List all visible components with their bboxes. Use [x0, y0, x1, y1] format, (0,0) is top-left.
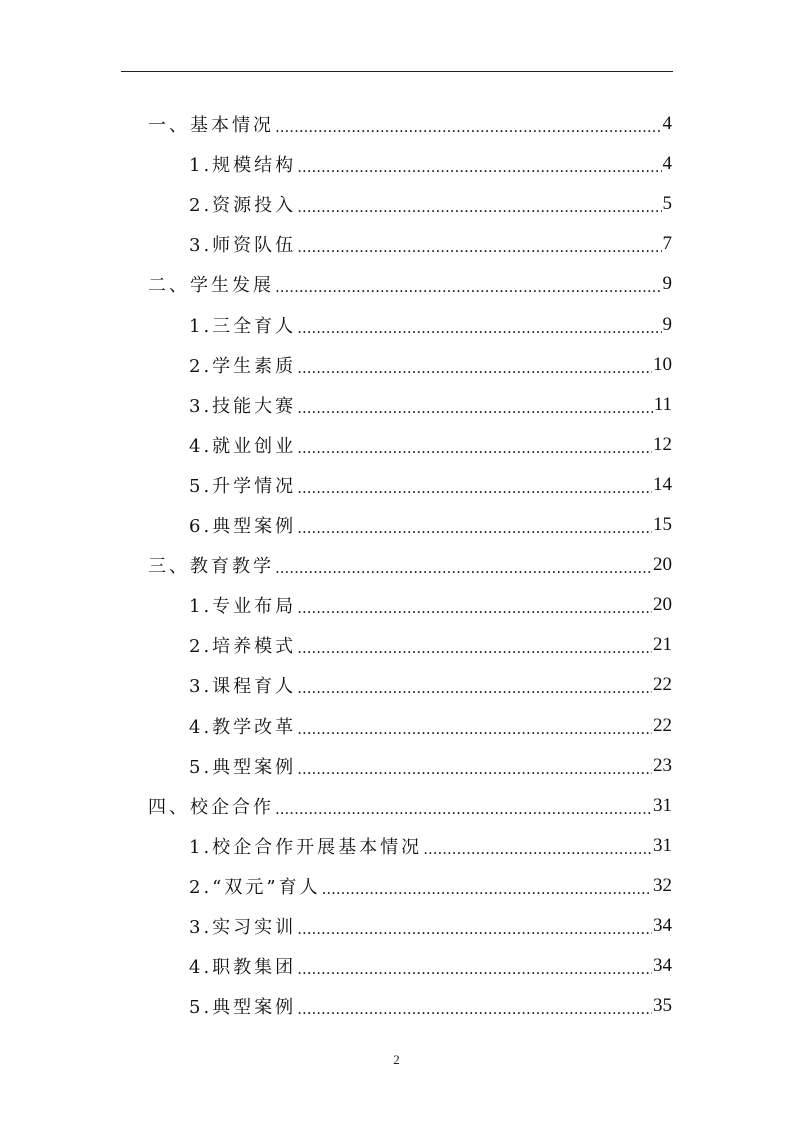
toc-entry-page: 23 [653, 754, 672, 776]
toc-entry-label: 3.课程育人 [189, 676, 297, 698]
toc-dot-leader [297, 960, 652, 978]
toc-entry-page: 34 [653, 915, 672, 936]
toc-subsection-entry[interactable] [189, 946, 672, 986]
toc-entry-label: 5.典型案例 [189, 997, 297, 1019]
toc-entry-label: 4.就业创业 [189, 435, 297, 457]
toc-dot-leader [297, 359, 652, 377]
toc-entry-label: 4.教学改革 [189, 716, 297, 738]
toc-dot-leader [297, 158, 661, 176]
toc-entry-page: 22 [653, 714, 672, 736]
toc-entry-label: 一、基本情况 [148, 115, 274, 136]
toc-entry-page: 31 [653, 834, 672, 856]
toc-entry-page: 21 [653, 634, 672, 656]
toc-dot-leader [275, 278, 662, 296]
toc-section-entry[interactable] [148, 104, 672, 144]
toc-dot-leader [297, 639, 652, 657]
toc-dot-leader [275, 559, 652, 577]
toc-entry-label: 5.典型案例 [189, 756, 297, 778]
toc-dot-leader [297, 399, 653, 417]
toc-subsection-entry[interactable] [189, 144, 672, 184]
toc-entry-page: 20 [653, 554, 672, 576]
toc-entry-label: 1.校企合作开展基本情况 [189, 836, 423, 858]
toc-entry-label: 2.“双元”育人 [189, 876, 321, 898]
toc-dot-leader [297, 599, 652, 617]
toc-entry-label: 5.升学情况 [189, 475, 297, 497]
toc-subsection-entry[interactable] [189, 706, 672, 746]
toc-entry-page: 22 [653, 674, 672, 696]
toc-entry-label: 三、教育教学 [148, 556, 274, 578]
toc-entry-label: 3.实习实训 [189, 917, 297, 938]
toc-entry-page: 34 [653, 955, 672, 977]
toc-dot-leader [275, 118, 662, 136]
toc-entry-label: 4.职教集团 [189, 957, 297, 979]
toc-entry-label: 3.师资队伍 [189, 235, 297, 257]
header-rule [121, 71, 673, 72]
toc-entry-page: 15 [653, 514, 672, 535]
toc-subsection-entry[interactable] [189, 866, 672, 906]
toc-entry-label: 1.规模结构 [189, 155, 297, 177]
toc-entry-label: 四、校企合作 [148, 796, 274, 818]
toc-entry-page: 10 [653, 353, 672, 375]
toc-dot-leader [297, 679, 652, 697]
toc-dot-leader [297, 319, 661, 337]
toc-subsection-entry[interactable] [189, 184, 672, 224]
toc-section-entry[interactable] [148, 786, 672, 826]
page-number: 2 [393, 1052, 400, 1067]
toc-entry-page: 31 [653, 794, 672, 816]
toc-entry-page: 9 [662, 273, 672, 295]
toc-dot-leader [297, 238, 661, 256]
toc-entry-page: 5 [662, 193, 672, 215]
toc-subsection-entry[interactable] [189, 746, 672, 786]
toc-dot-leader [423, 840, 652, 858]
toc-dot-leader [322, 880, 652, 898]
toc-entry-page: 9 [662, 313, 672, 335]
toc-subsection-entry[interactable] [189, 906, 672, 946]
toc-dot-leader [297, 198, 661, 216]
toc-subsection-entry[interactable] [189, 224, 672, 264]
toc-subsection-entry[interactable] [189, 665, 672, 705]
toc-subsection-entry[interactable] [189, 425, 672, 465]
toc-entry-label: 2.学生素质 [189, 355, 297, 377]
toc-subsection-entry[interactable] [189, 385, 672, 425]
toc-entry-label: 1.三全育人 [189, 315, 297, 337]
toc-entry-page: 4 [662, 113, 672, 134]
toc-dot-leader [297, 519, 652, 537]
toc-subsection-entry[interactable] [189, 986, 672, 1026]
toc-entry-label: 2.培养模式 [189, 636, 297, 658]
toc-subsection-entry[interactable] [189, 625, 672, 665]
toc-entry-label: 3.技能大赛 [189, 395, 297, 417]
toc-entry-page: 12 [653, 433, 672, 455]
toc-subsection-entry[interactable] [189, 345, 672, 385]
toc-dot-leader [297, 439, 652, 457]
toc-section-entry[interactable] [148, 264, 672, 304]
toc-entry-page: 14 [653, 473, 672, 495]
toc-section-entry[interactable] [148, 545, 672, 585]
toc-entry-page: 11 [653, 393, 672, 415]
toc-entry-label: 6.典型案例 [189, 516, 297, 537]
toc-subsection-entry[interactable] [189, 465, 672, 505]
toc-entry-label: 1.专业布局 [189, 596, 297, 618]
toc-dot-leader [297, 920, 652, 938]
toc-dot-leader [275, 800, 652, 818]
toc-subsection-entry[interactable] [189, 505, 672, 545]
toc-dot-leader [297, 760, 652, 778]
toc-subsection-entry[interactable] [189, 305, 672, 345]
toc-entry-label: 二、学生发展 [148, 275, 274, 297]
toc-dot-leader [297, 720, 652, 738]
toc-entry-page: 7 [662, 233, 672, 255]
toc-entry-page: 20 [653, 594, 672, 616]
toc-subsection-entry[interactable] [189, 585, 672, 625]
toc-entry-label: 2.资源投入 [189, 195, 297, 217]
toc-entry-page: 4 [662, 153, 672, 175]
toc-entry-page: 35 [653, 995, 672, 1017]
toc-subsection-entry[interactable] [189, 826, 672, 866]
toc-entry-page: 32 [653, 874, 672, 896]
toc-dot-leader [297, 479, 652, 497]
toc-dot-leader [297, 1000, 652, 1018]
